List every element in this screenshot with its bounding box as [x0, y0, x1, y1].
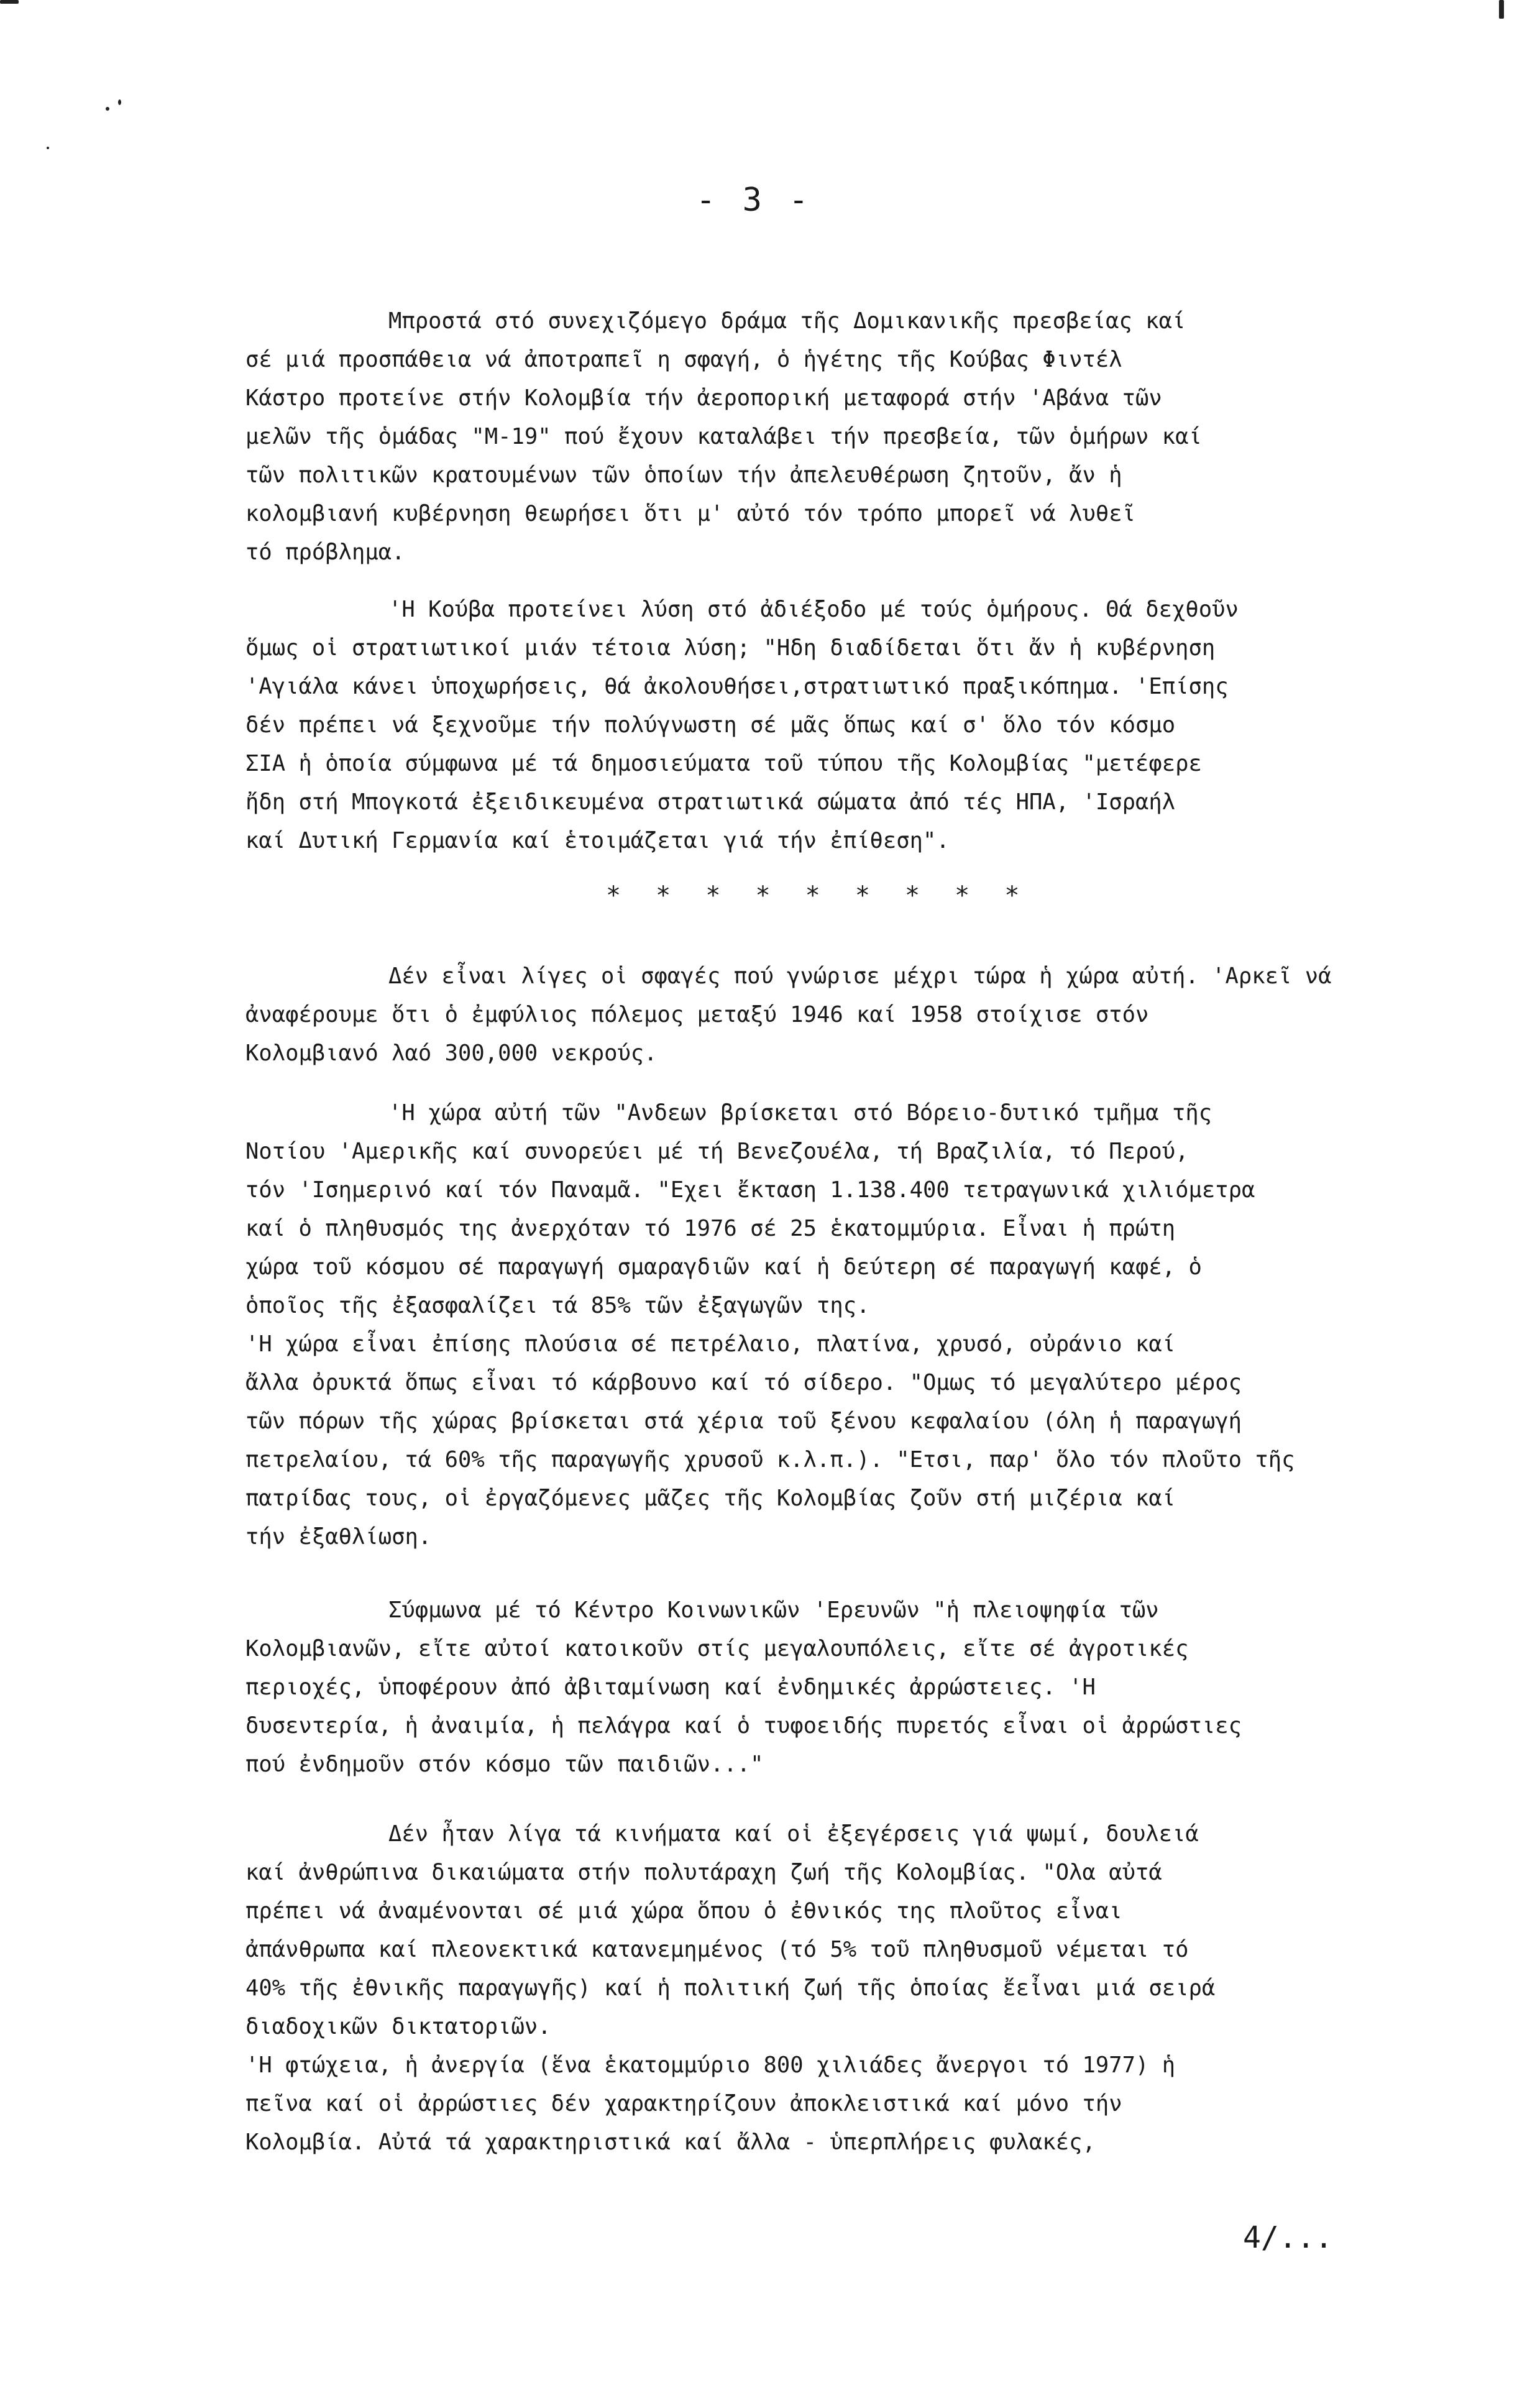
text-line: Μπροστά στό συνεχιζόμεγο δράμα τῆς Δομικανικῆς πρεσβείας καί — [388, 308, 1186, 334]
text-line: Κάστρο προτείνε στήν Κολομβία τήν ἀεροπορική μεταφορά στήν 'Αβάνα τῶν — [245, 385, 1162, 411]
text-line: Σύφμωνα μέ τό Κέντρο Κοινωνικῶν 'Ερευνῶν "ἡ πλειοψηφία τῶν — [388, 1597, 1159, 1623]
paragraph-1 — [245, 302, 1451, 572]
text-line: καί ἀνθρώπινα δικαιώματα στήν πολυτάραχη ζωή τῆς Κολομβίας. "Ολα αὐτά — [245, 1860, 1162, 1885]
text-line: ὁποῖος τῆς ἐξασφαλίζει τά 85% τῶν ἐξαγωγῶν της. — [245, 1293, 870, 1318]
text-line: 'Η χώρα αὐτή τῶν "Ανδεων βρίσκεται στό Βόρειο-δυτικό τμῆμα τῆς — [388, 1100, 1212, 1126]
text-line: τόν 'Ισημερινό καί τόν Παναμᾶ. "Εχει ἔκταση 1.138.400 τετραγωνικά χιλιόμετρα — [245, 1177, 1255, 1203]
scan-speck — [47, 147, 49, 149]
text-line: σέ μιά προσπάθεια νά ἀποτραπεῖ η σφαγή, ὁ ἡγέτης τῆς Κούβας Φιντέλ — [245, 347, 1122, 372]
text-line: τῶν πολιτικῶν κρατουμένων τῶν ὁποίων τήν ἀπελευθέρωση ζητοῦν, ἄν ἡ — [245, 462, 1122, 488]
page-number: - 3 - — [696, 182, 812, 219]
text-line: διαδοχικῶν δικτατοριῶν. — [245, 2014, 551, 2039]
text-line: 'Η χώρα εἶναι ἐπίσης πλούσια σέ πετρέλαιο, πλατίνα, χρυσό, οὐράνιο καί — [245, 1331, 1176, 1357]
section-divider: * * * * * * * * * — [606, 881, 1030, 910]
text-line: 'Η φτώχεια, ἡ ἀνεργία (ἕνα ἑκατομμύριο 800 χιλιάδες ἄνεργοι τό 1977) ἡ — [245, 2052, 1176, 2078]
text-line: ΣΙΑ ἡ ὁποία σύμφωνα μέ τά δημοσιεύματα τοῦ τύπου τῆς Κολομβίας "μετέφερε — [245, 751, 1202, 776]
text-line: ὅμως οἱ στρατιωτικοί μιάν τέτοια λύση; "Ηδη διαδίδεται ὅτι ἄν ἡ κυβέρνηση — [245, 635, 1216, 661]
scan-speck — [0, 0, 19, 4]
text-line: ἀναφέρουμε ὅτι ὁ ἐμφύλιος πόλεμος μεταξύ 1946 καί 1958 στοίχισε στόν — [245, 1002, 1149, 1027]
text-line: ἀπάνθρωπα καί πλεονεκτικά κατανεμημένος (τό 5% τοῦ πληθυσμοῦ νέμεται τό — [245, 1937, 1189, 1962]
text-line: καί Δυτική Γερμανία καί ἑτοιμάζεται γιά τήν ἐπίθεση". — [245, 828, 950, 853]
text-line: περιοχές, ὑποφέρουν ἀπό ἀβιταμίνωση καί ἐνδημικές ἀρρώστειες. 'Η — [245, 1675, 1096, 1700]
paragraph-4 — [245, 1094, 1451, 1556]
text-line: ἄλλα ὀρυκτά ὅπως εἶναι τό κάρβουνο καί τό σίδερο. "Ομως τό μεγαλύτερο μέρος — [245, 1370, 1242, 1395]
text-line: Νοτίου 'Αμερικῆς καί συνορεύει μέ τή Βενεζουέλα, τή Βραζιλία, τό Περού, — [245, 1139, 1189, 1164]
text-line: πού ἐνδημοῦν στόν κόσμο τῶν παιδιῶν..." — [245, 1752, 764, 1777]
paragraph-6 — [245, 1815, 1451, 2162]
text-line: τῶν πόρων τῆς χώρας βρίσκεται στά χέρια τοῦ ξένου κεφαλαίου (όλη ἡ παραγωγή — [245, 1408, 1242, 1434]
scan-speck — [1499, 0, 1504, 19]
text-line: 40% τῆς ἐθνικῆς παραγωγῆς) καί ἡ πολιτική ζωή τῆς ὁποίας ἔεἶναι μιά σειρά — [245, 1975, 1216, 2001]
text-line: Κολομβία. Αὐτά τά χαρακτηριστικά καί ἄλλα - ὑπερπλήρεις φυλακές, — [245, 2130, 1096, 2155]
text-line: πρέπει νά ἀναμένονται σέ μιά χώρα ὅπου ὁ ἐθνικός της πλοῦτος εἶναι — [245, 1898, 1122, 1924]
paragraph-5 — [245, 1591, 1451, 1784]
text-line: χώρα τοῦ κόσμου σέ παραγωγή σμαραγδιῶν καί ἡ δεύτερη σέ παραγωγή καφέ, ὁ — [245, 1254, 1202, 1280]
text-line: τήν ἐξαθλίωση. — [245, 1524, 432, 1550]
text-line: Κολομβιανῶν, εἴτε αὐτοί κατοικοῦν στίς μεγαλουπόλεις, εἴτε σέ ἀγροτικές — [245, 1636, 1189, 1661]
text-line: δέν πρέπει νά ξεχνοῦμε τήν πολύγνωστη σέ μᾶς ὅπως καί σ' ὅλο τόν κόσμο — [245, 712, 1176, 738]
text-line: 'Αγιάλα κάνει ὑποχωρήσεις, θά ἀκολουθήσει,στρατιωτικό πραξικόπημα. 'Επίσης — [245, 674, 1229, 699]
text-line: Δέν εἶναι λίγες οἱ σφαγές πού γνώρισε μέχρι τώρα ἡ χώρα αὐτή. 'Αρκεῖ νά — [388, 963, 1332, 989]
text-line: τό πρόβλημα. — [245, 540, 405, 565]
text-line: ἤδη στή Μπογκοτά ἐξειδικευμένα στρατιωτικά σώματα ἀπό τές ΗΠΑ, 'Ισραήλ — [245, 789, 1176, 815]
text-line: Κολομβιανό λαό 300,000 νεκρούς. — [245, 1041, 658, 1066]
text-line: πατρίδας τους, οἱ ἐργαζόμενες μᾶζες τῆς Κολομβίας ζοῦν στή μιζέρια καί — [245, 1486, 1176, 1511]
text-line: 'Η Κούβα προτείνει λύση στό ἀδιέξοδο μέ τούς ὁμήρους. Θά δεχθοῦν — [388, 597, 1239, 622]
paragraph-3 — [245, 957, 1451, 1073]
scan-speck — [106, 107, 109, 111]
scan-speck — [118, 99, 121, 105]
text-line: Δέν ἦταν λίγα τά κινήματα καί οἱ ἐξεγέρσεις γιά ψωμί, δουλειά — [388, 1821, 1199, 1847]
text-line: καί ὁ πληθυσμός της ἀνερχόταν τό 1976 σέ 25 ἑκατομμύρια. Εἶναι ἡ πρώτη — [245, 1216, 1176, 1241]
text-line: πετρελαίου, τά 60% τῆς παραγωγῆς χρυσοῦ κ.λ.π.). "Ετσι, παρ' ὅλο τόν πλοῦτο τῆς — [245, 1447, 1295, 1473]
text-line: πεῖνα καί οἱ ἀρρώστιες δέν χαρακτηρίζουν ἀποκλειστικά καί μόνο τήν — [245, 2091, 1122, 2116]
text-line: κολομβιανή κυβέρνηση θεωρήσει ὅτι μ' αὐτό τόν τρόπο μπορεῖ νά λυθεῖ — [245, 501, 1135, 526]
text-line: μελῶν τῆς ὁμάδας "Μ-19" πού ἔχουν καταλάβει τήν πρεσβεία, τῶν ὁμήρων καί — [245, 424, 1202, 449]
text-line: δυσεντερία, ἡ ἀναιμία, ἡ πελάγρα καί ὁ τυφοειδής πυρετός εἶναι οἱ ἀρρώστιες — [245, 1713, 1242, 1739]
paragraph-2 — [245, 591, 1451, 860]
continuation-marker: 4/... — [1243, 2220, 1333, 2255]
